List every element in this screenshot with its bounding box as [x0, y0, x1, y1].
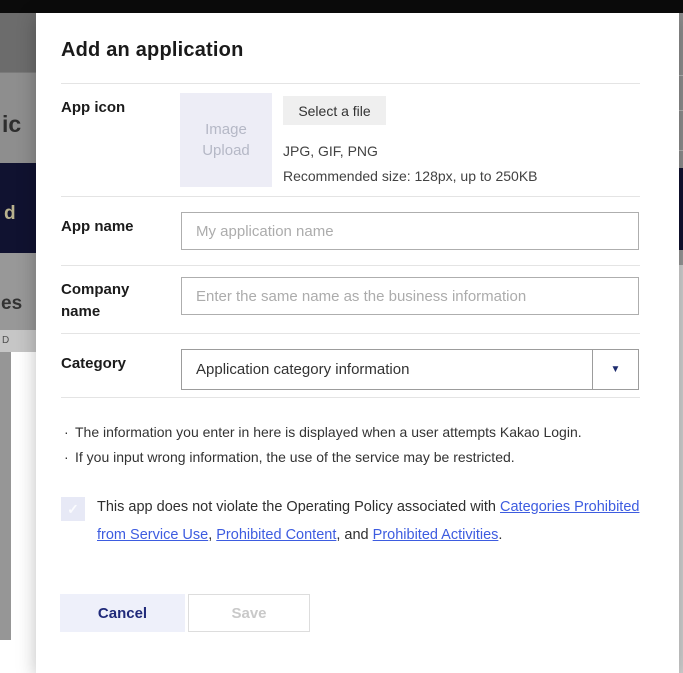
- background-content-clipped-text: es: [1, 293, 23, 314]
- divider: [61, 83, 640, 84]
- background-page-left-sliver: [0, 13, 36, 673]
- link-categories-prohibited[interactable]: Categories Prohibited from Service Use: [97, 499, 640, 543]
- category-label: Category: [61, 355, 127, 372]
- image-upload-dropzone[interactable]: [180, 93, 272, 187]
- note-item: [64, 448, 515, 466]
- note-text: The information you enter in here is displayed when a user attempts Kakao Login.: [75, 424, 582, 440]
- link-prohibited-content[interactable]: Prohibited Content: [216, 527, 337, 543]
- background-lower-segment: [0, 352, 36, 640]
- background-bottom-segment: [0, 640, 36, 673]
- background-content-segment: [0, 253, 36, 330]
- background-heading-clipped-text: ic: [2, 111, 22, 137]
- category-selected-value: Application category information: [196, 361, 410, 378]
- background-right-light: [679, 265, 683, 673]
- bullet-icon: ·: [64, 449, 69, 465]
- select-file-button[interactable]: Select a file: [283, 96, 386, 125]
- add-application-dialog: [36, 13, 679, 673]
- note-item: [64, 423, 582, 441]
- company-name-input[interactable]: [181, 277, 639, 315]
- background-right-gray2: [679, 250, 683, 265]
- dialog-title: Add an application: [61, 39, 244, 61]
- app-name-input[interactable]: [181, 212, 639, 250]
- image-upload-placeholder: [202, 119, 250, 161]
- app-icon-label: App icon: [61, 99, 126, 116]
- app-name-label: App name: [61, 218, 134, 235]
- background-right-banner: [679, 168, 683, 250]
- divider: [61, 196, 640, 197]
- link-prohibited-activities[interactable]: Prohibited Activities: [372, 527, 499, 543]
- bullet-icon: ·: [64, 424, 69, 440]
- recommended-size-text: Recommended size: 128px, up to 250KB: [283, 168, 538, 184]
- image-upload-placeholder-line2: Upload: [202, 142, 250, 159]
- note-text: If you input wrong information, the use of the service may be restricted.: [75, 449, 515, 465]
- policy-text: , and: [336, 527, 373, 543]
- chevron-down-icon: ▼: [610, 364, 621, 375]
- background-top-nav-bar: [0, 0, 683, 13]
- background-right-topbar: [679, 0, 683, 13]
- policy-text: .: [498, 527, 503, 543]
- category-dropdown-toggle[interactable]: [592, 350, 638, 389]
- save-button[interactable]: Save: [188, 594, 310, 632]
- category-select[interactable]: [181, 349, 639, 390]
- cancel-button[interactable]: Cancel: [60, 594, 185, 632]
- background-right-gray: [679, 13, 683, 168]
- background-banner-clipped-text: d: [4, 203, 16, 224]
- background-nav-segment: [0, 13, 36, 73]
- policy-text: ,: [208, 527, 217, 543]
- background-table-row-segment: [0, 330, 36, 352]
- background-heading-segment: [0, 73, 36, 163]
- policy-text: This app does not violate the Operating Policy associated with: [97, 499, 501, 515]
- background-page-right-sliver: [679, 0, 683, 673]
- background-banner-segment: [0, 163, 36, 253]
- divider: [61, 333, 640, 334]
- company-name-label: Company name: [61, 281, 130, 320]
- policy-checkbox[interactable]: [61, 497, 85, 521]
- divider: [61, 265, 640, 266]
- image-upload-placeholder-line1: Image: [205, 121, 247, 138]
- background-row-clipped-text: D: [2, 335, 10, 346]
- divider: [61, 397, 640, 398]
- check-icon: ✓: [67, 500, 79, 517]
- policy-statement: [97, 493, 645, 549]
- allowed-formats-text: JPG, GIF, PNG: [283, 143, 378, 159]
